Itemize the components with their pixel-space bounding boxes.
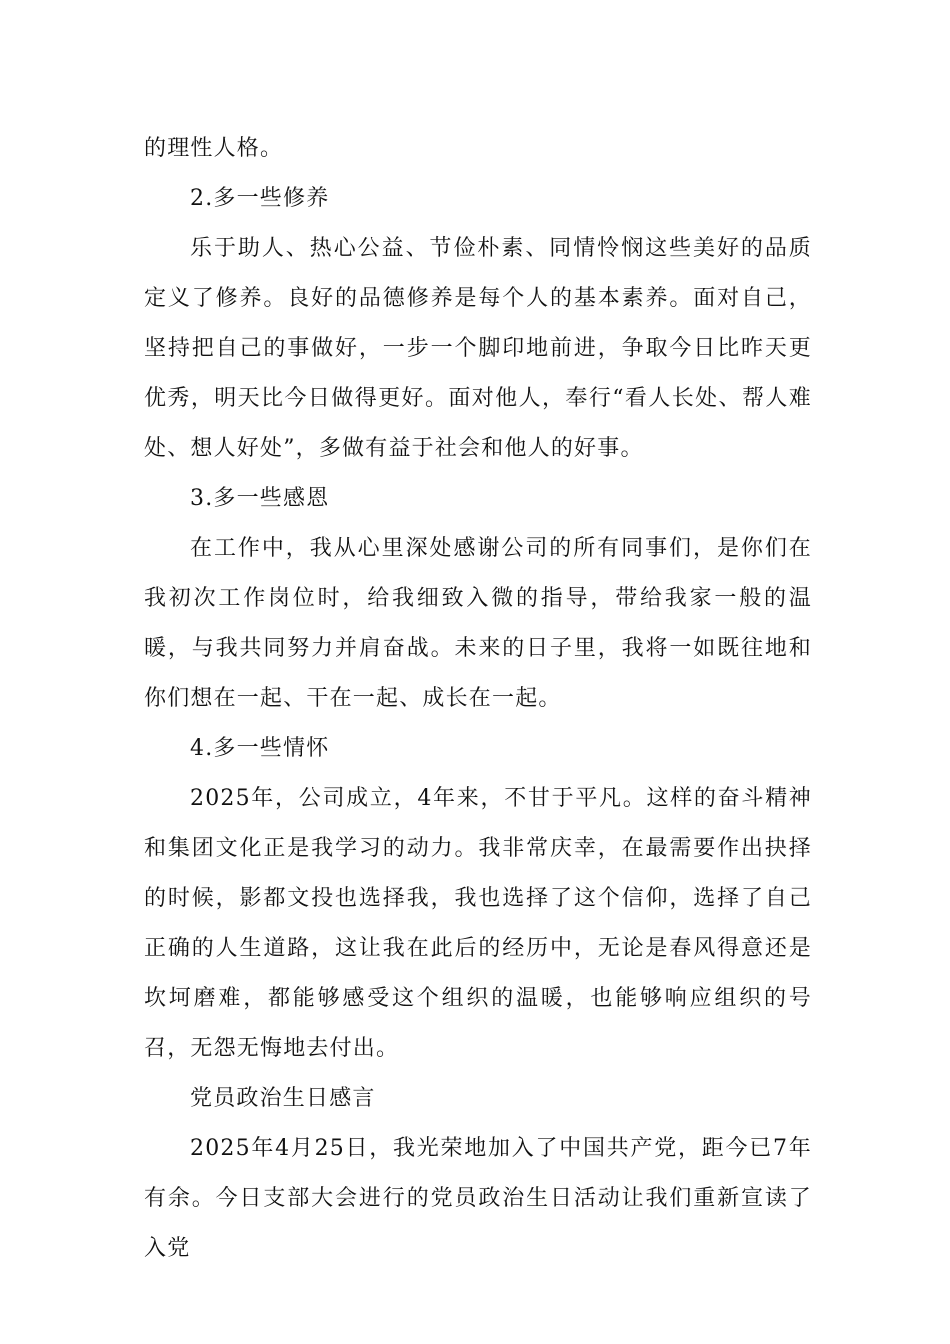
paragraph-gratitude: 在工作中，我从心里深处感谢公司的所有同事们，是你们在我初次工作岗位时，给我细致入微的指导，带给我家一般的温暖，与我共同努力并肩奋战。未来的日子里，我将一如既往地和你们想在一起、干在一起、成长在一起。 [144,536,812,711]
section-heading-2: 2.多一些修养 [190,186,330,211]
document-body [144,124,812,1274]
section-heading-4: 4.多一些情怀 [190,736,330,761]
article-title: 党员政治生日感言 [190,1086,376,1111]
paragraph-political-birthday: 2025年4月25日，我光荣地加入了中国共产党，距今已7年有余。今日支部大会进行的党员政治生日活动让我们重新宣读了入党 [144,1136,812,1261]
paragraph-cultivation: 乐于助人、热心公益、节俭朴素、同情怜悯这些美好的品质定义了修养。良好的品德修养是每个人的基本素养。面对自己，坚持把自己的事做好，一步一个脚印地前进，争取今日比昨天更优秀，明天比今日做得更好。面对他人，奉行“看人长处、帮人难处、想人好处”，多做有益于社会和他人的好事。 [144,236,812,461]
paragraph-sentiment: 2025年，公司成立，4年来，不甘于平凡。这样的奋斗精神和集团文化正是我学习的动力。我非常庆幸，在最需要作出抉择的时候，影都文投也选择我，我也选择了这个信仰，选择了自己正确的人生道路，这让我在此后的经历中，无论是春风得意还是坎坷磨难，都能够感受这个组织的温暖，也能够响应组织的号召，无怨无悔地去付出。 [144,786,812,1061]
section-heading-3: 3.多一些感恩 [190,486,330,511]
paragraph-continued: 的理性人格。 [144,136,284,161]
